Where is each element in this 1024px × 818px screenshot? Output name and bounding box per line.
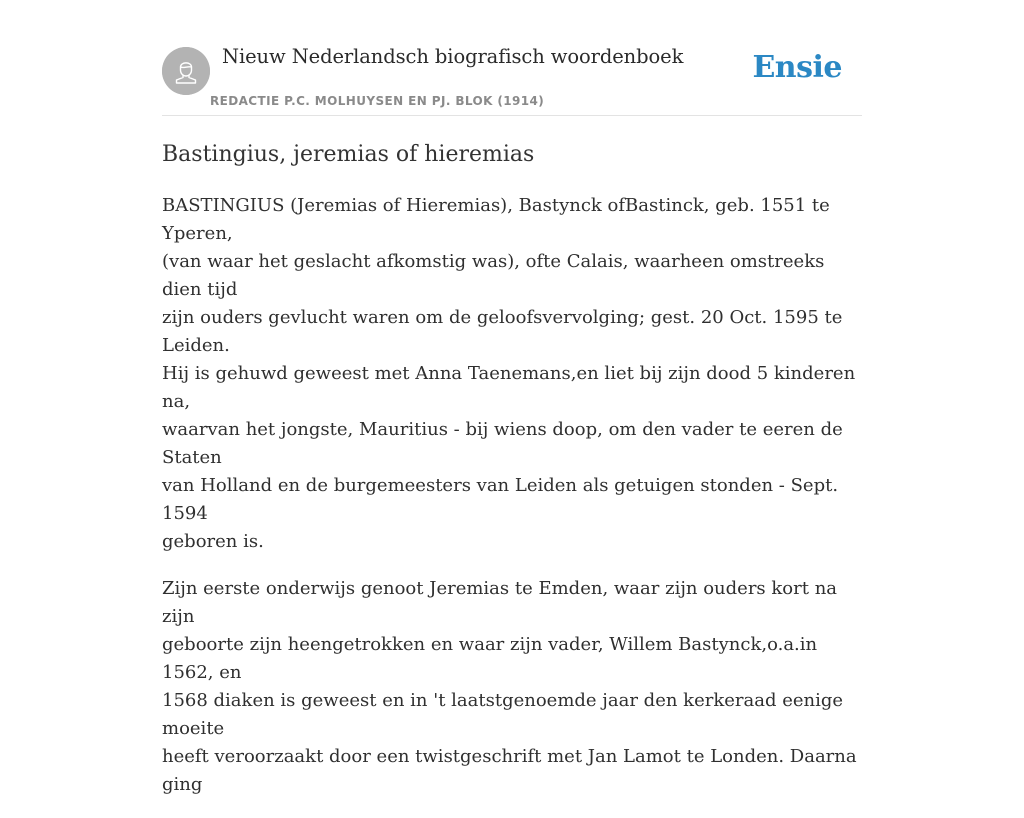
brand-logo[interactable]: Ensie <box>752 50 842 85</box>
source-header <box>162 0 862 116</box>
article-title: Bastingius, jeremias of hieremias <box>162 142 535 167</box>
text-line: geboorte zijn heengetrokken en waar zijn vader, Willem Bastynck,o.a.in 1562, en <box>162 634 818 683</box>
article <box>162 138 862 818</box>
article-paragraph-2 <box>162 575 862 799</box>
article-paragraph-1 <box>162 192 862 556</box>
text-line: (van waar het geslacht afkomstig was), ofte Calais, waarheen omstreeks dien tijd <box>162 251 825 300</box>
text-line: geboren is. <box>162 531 264 552</box>
source-editors: REDACTIE P.C. MOLHUYSEN EN PJ. BLOK (1914) <box>210 94 545 108</box>
text-line: zijn ouders gevlucht waren om de geloofsvervolging; gest. 20 Oct. 1595 te Leiden. <box>162 307 843 356</box>
text-line: heeft veroorzaakt door een twistgeschrift met Jan Lamot te Londen. Daarna ging <box>162 746 857 795</box>
text-line: van Holland en de burgemeesters van Leiden als getuigen stonden - Sept. 1594 <box>162 475 839 524</box>
text-line: waarvan het jongste, Mauritius - bij wiens doop, om den vader te eeren de Staten <box>162 419 843 468</box>
user-avatar-icon[interactable] <box>162 47 210 95</box>
text-line: Hij is gehuwd geweest met Anna Taenemans,en liet bij zijn dood 5 kinderen na, <box>162 363 856 412</box>
source-title[interactable]: Nieuw Nederlandsch biografisch woordenboek <box>222 45 684 68</box>
text-line: 1568 diaken is geweest en in 't laatstgenoemde jaar den kerkeraad eenige moeite <box>162 690 844 739</box>
text-line: BASTINGIUS (Jeremias of Hieremias), Bastynck ofBastinck, geb. 1551 te Yperen, <box>162 195 830 244</box>
text-line: Zijn eerste onderwijs genoot Jeremias te Emden, waar zijn ouders kort na zijn <box>162 578 838 627</box>
